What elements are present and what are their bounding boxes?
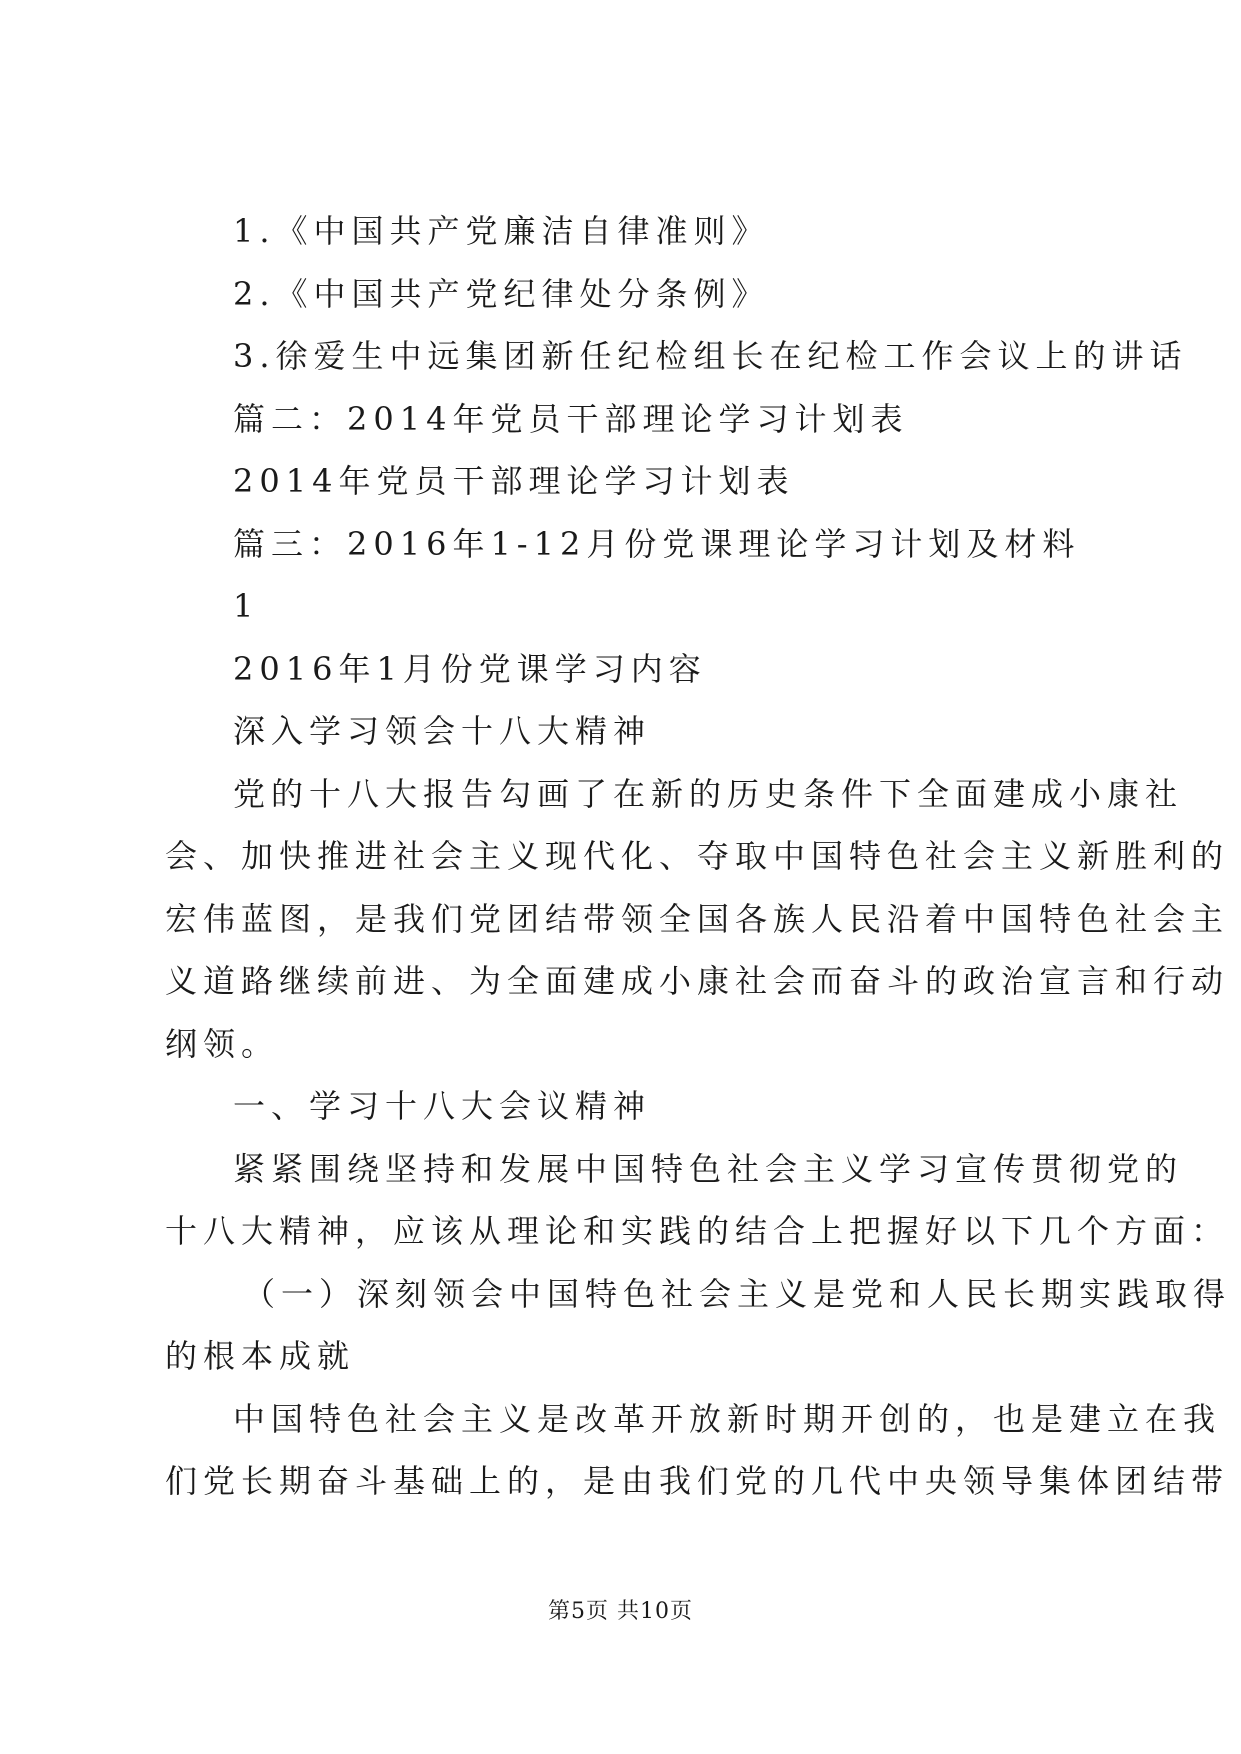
paragraph-line: 党的十八大报告勾画了在新的历史条件下全面建成小康社	[233, 774, 1184, 813]
text-line: 2016年1月份党课学习内容	[233, 649, 707, 688]
paragraph-line: 会、加快推进社会主义现代化、夺取中国特色社会主义新胜利的	[165, 837, 1230, 875]
section-heading: 一、学习十八大会议精神	[233, 1087, 652, 1125]
section-heading: 篇二：2014年党员干部理论学习计划表	[233, 399, 909, 438]
text-line: 1.《中国共产党廉洁自律准则》	[233, 212, 770, 250]
text-line: 3.徐爱生中远集团新任纪检组长在纪检工作会议上的讲话	[233, 337, 1188, 375]
paragraph-line: 紧紧围绕坚持和发展中国特色社会主义学习宣传贯彻党的	[233, 1149, 1184, 1188]
text-line: 1	[233, 587, 260, 625]
text-line: 2.《中国共产党纪律处分条例》	[233, 274, 770, 313]
paragraph-line: 十八大精神，应该从理论和实践的结合上把握好以下几个方面：	[165, 1212, 1230, 1250]
document-body	[165, 200, 1232, 1513]
subsection-heading: 的根本成就	[165, 1337, 356, 1375]
page-number-footer: 第5页 共10页	[548, 1599, 693, 1624]
subsection-heading: （一）深刻领会中国特色社会主义是党和人民长期实践取得	[243, 1274, 1232, 1313]
section-heading: 篇三：2016年1-12月份党课理论学习计划及材料	[233, 524, 1081, 563]
text-line: 深入学习领会十八大精神	[233, 712, 652, 750]
paragraph-line: 纲领。	[165, 1024, 280, 1063]
paragraph-line: 义道路继续前进、为全面建成小康社会而奋斗的政治宣言和行动	[165, 962, 1230, 1000]
paragraph-line: 中国特色社会主义是改革开放新时期开创的，也是建立在我	[233, 1399, 1222, 1438]
text-line: 2014年党员干部理论学习计划表	[233, 462, 795, 500]
paragraph-line: 宏伟蓝图，是我们党团结带领全国各族人民沿着中国特色社会主	[165, 899, 1230, 938]
paragraph-line: 们党长期奋斗基础上的，是由我们党的几代中央领导集体团结带	[165, 1462, 1230, 1500]
